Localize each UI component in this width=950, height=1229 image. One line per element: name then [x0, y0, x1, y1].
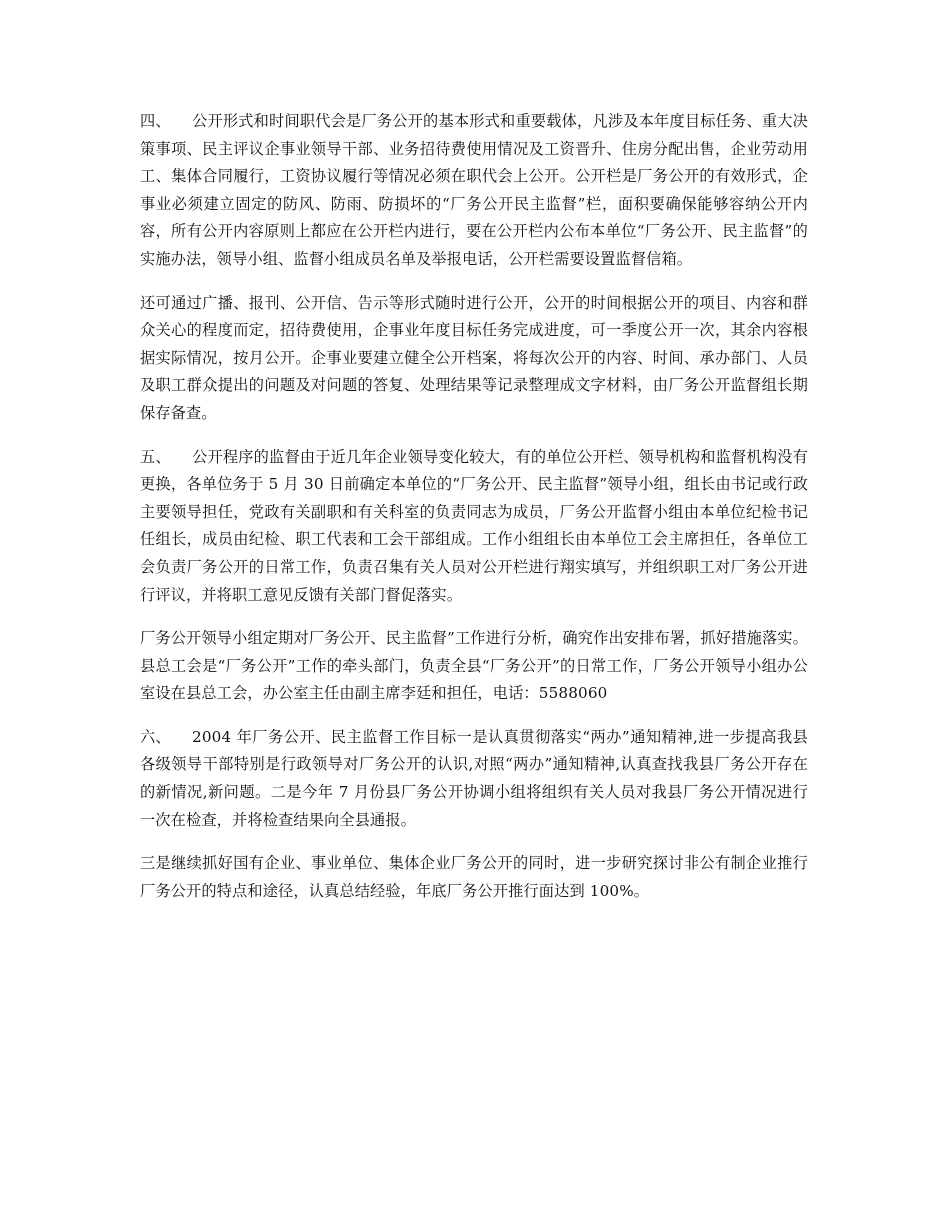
paragraph-text: 厂务公开领导小组定期对厂务公开、民主监督”工作进行分析，确究作出安排布署，抓好措施落实。县总工会是“厂务公开”工作的牵头部门，负责全县“厂务公开”的日常工作，厂务公开领导小组办公室设在县总工会，办公室主任由副主席李廷和担任，电话：5588060	[140, 629, 808, 703]
paragraph-leadership-group	[140, 625, 808, 708]
paragraph-number: 五、	[140, 447, 171, 466]
paragraph-four	[140, 108, 808, 274]
paragraph-goal-three	[140, 850, 808, 905]
paragraph-text: 2004 年厂务公开、民主监督工作目标一是认真贯彻落实“两办”通知精神,进一步提高我县各级领导干部特别是行政领导对厂务公开的认识,对照“两办”通知精神,认真查找我县厂务公开存在的新情况,新问题。二是今年 7 月份县厂务公开协调小组将组织有关人员对我县厂务公开情况进行一次在检查，并将检查结果向全县通报。	[140, 727, 808, 829]
paragraph-text: 公开程序的监督由于近几年企业领导变化较大，有的单位公开栏、领导机构和监督机构没有更换，各单位务于 5 月 30 日前确定本单位的“厂务公开、民主监督”领导小组，组长由书记或行政主要领导担任，党政有关副职和有关科室的负责同志为成员，厂务公开监督小组由本单位纪检书记任组长，成员由纪检、职工代表和工会干部组成。工作小组组长由本单位工会主席担任，各单位工会负责厂务公开的日常工作，负责召集有关人员对公开栏进行翔实填写，并组织职工对厂务公开进行评议，并将职工意见反馈有关部门督促落实。	[140, 447, 808, 604]
paragraph-five	[140, 444, 808, 610]
paragraph-publicity-channels	[140, 290, 808, 428]
document-page	[140, 108, 808, 921]
paragraph-text: 公开形式和时间职代会是厂务公开的基本形式和重要载体，凡涉及本年度目标任务、重大决策事项、民主评议企事业领导干部、业务招待费使用情况及工资晋升、住房分配出售，企业劳动用工、集体合同履行，工资协议履行等情况必须在职代会上公开。公开栏是厂务公开的有效形式，企事业必须建立固定的防风、防雨、防损坏的“厂务公开民主监督”栏，面积要确保能够容纳公开内容，所有公开内容原则上都应在公开栏内进行，要在公开栏内公布本单位“厂务公开、民主监督”的实施办法，领导小组、监督小组成员名单及举报电话，公开栏需要设置监督信箱。	[140, 112, 808, 268]
paragraph-six	[140, 724, 808, 834]
paragraph-number: 四、	[140, 112, 171, 130]
paragraph-number: 六、	[140, 727, 171, 746]
paragraph-text: 三是继续抓好国有企业、事业单位、集体企业厂务公开的同时，进一步研究探讨非公有制企业推行厂务公开的特点和途径，认真总结经验，年底厂务公开推行面达到 100%。	[140, 854, 808, 900]
paragraph-text: 还可通过广播、报刊、公开信、告示等形式随时进行公开，公开的时间根据公开的项目、内容和群众关心的程度而定，招待费使用，企事业年度目标任务完成进度，可一季度公开一次，其余内容根据实际情况，按月公开。企事业要建立健全公开档案，将每次公开的内容、时间、承办部门、人员及职工群众提出的问题及对问题的答复、处理结果等记录整理成文字材料，由厂务公开监督组长期保存备查。	[140, 293, 808, 422]
